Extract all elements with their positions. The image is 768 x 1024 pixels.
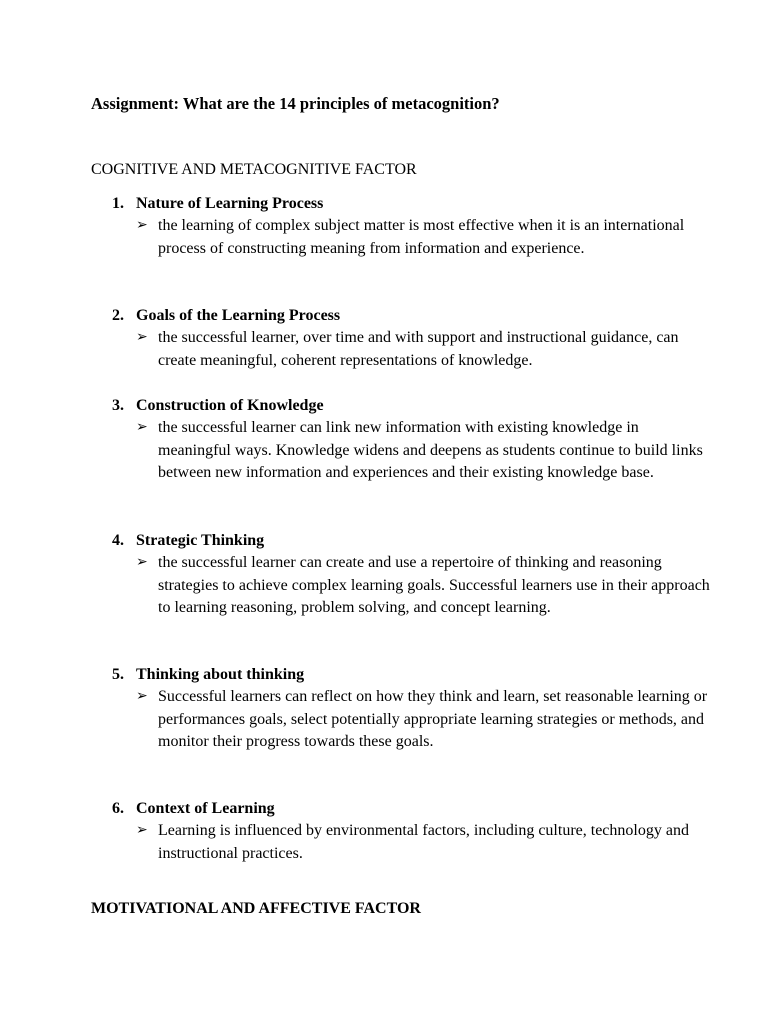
principle-heading (112, 664, 712, 686)
arrow-bullet-icon: ➢ (136, 420, 148, 435)
section-heading-cognitive: COGNITIVE AND METACOGNITIVE FACTOR (91, 161, 417, 178)
principle-text: Learning is influenced by environmental factors, including culture, technology and instructional practices. (158, 822, 689, 862)
principle-description (112, 215, 712, 260)
principle-title: Nature of Learning Process (136, 195, 324, 212)
assignment-title: Assignment: What are the 14 principles of metacognition? (91, 94, 500, 113)
arrow-bullet-icon: ➢ (136, 555, 148, 570)
principle-number: 3. (112, 397, 124, 414)
principle-description (112, 552, 712, 620)
principle-text: the successful learner can link new information with existing knowledge in meaningful ways. Knowledge widens and deepens as students continue to build links between new information and experiences and their existing knowledge base. (158, 419, 703, 482)
principle-text: Successful learners can reflect on how they think and learn, set reasonable learning or performances goals, select potentially appropriate learning strategies or methods, and monitor their progress towards these goals. (158, 688, 708, 751)
principle-title: Construction of Knowledge (136, 397, 324, 414)
arrow-bullet-icon: ➢ (136, 689, 148, 704)
principle-number: 2. (112, 307, 124, 324)
principle-number: 6. (112, 800, 124, 817)
principle-heading (112, 798, 712, 820)
principle-number: 1. (112, 195, 124, 212)
principle-text: the successful learner, over time and with support and instructional guidance, can create meaningful, coherent representations of knowledge. (158, 329, 679, 369)
principle-item (112, 530, 712, 620)
principle-description (112, 327, 712, 372)
principle-heading (112, 395, 712, 417)
arrow-bullet-icon: ➢ (136, 330, 148, 345)
principle-heading (112, 193, 712, 215)
principle-item (112, 395, 712, 485)
arrow-bullet-icon: ➢ (136, 218, 148, 233)
principle-title: Context of Learning (136, 800, 275, 817)
principle-description (112, 686, 712, 754)
principle-heading (112, 530, 712, 552)
principle-description (112, 820, 712, 865)
principle-title: Thinking about thinking (136, 666, 305, 683)
principle-title: Strategic Thinking (136, 532, 265, 549)
arrow-bullet-icon: ➢ (136, 823, 148, 838)
principle-item (112, 664, 712, 754)
section-heading-motivational: MOTIVATIONAL AND AFFECTIVE FACTOR (91, 900, 421, 917)
principle-text: the successful learner can create and use a repertoire of thinking and reasoning strategies to achieve complex learning goals. Successful learners use in their approach to learning reasoning, problem solving, and concept learning. (158, 554, 710, 617)
principle-item (112, 798, 712, 865)
principle-item (112, 305, 712, 372)
principle-heading (112, 305, 712, 327)
principle-number: 5. (112, 666, 124, 683)
principle-item (112, 193, 712, 260)
principle-title: Goals of the Learning Process (136, 307, 341, 324)
principle-description (112, 417, 712, 485)
principle-number: 4. (112, 532, 124, 549)
principle-text: the learning of complex subject matter is most effective when it is an international process of constructing meaning from information and experience. (158, 217, 685, 257)
